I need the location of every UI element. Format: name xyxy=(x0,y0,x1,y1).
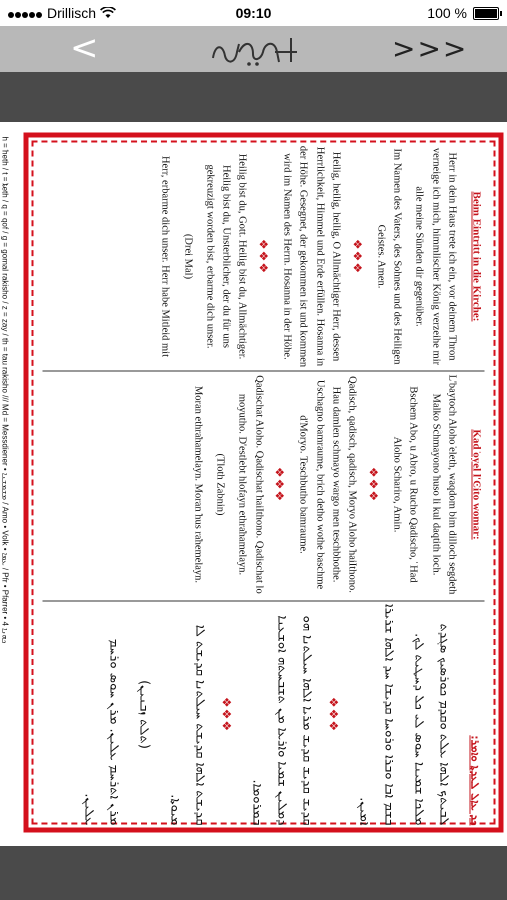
translit-text-3: Qadisch, qadisch, qadisch, Moryo Aloho ͑haiIthono. Hau damlen schmayo wargo men teschbhothe. Uschagno bamraume, brich detho wothe baschme d'Moryo. Teschbutho bamraume. xyxy=(297,375,358,593)
syriac-text-1: ܠܒܝܬܟ ܐܠܗܐ ܥܠܬ ܘܩܕܡ ܟܘܪܣܝܟ ܣܓܕܬ ܡܠܟܐ ܫܡܝܢܐ ܚܘܣ ܠܝ ܟܠ ܕܚܛܝܬ ܠܟ. xyxy=(411,623,452,825)
decorative-frame xyxy=(23,132,503,832)
back-button[interactable]: < xyxy=(70,28,99,68)
german-heading: Beim Eintritt in die Kirche: xyxy=(470,191,482,321)
column-divider xyxy=(42,600,484,601)
navigation-bar xyxy=(0,26,507,72)
syriac-text-5: (ܬܠܬ ܙܒܢܝܢ) xyxy=(136,679,152,749)
page-footer: h = ͑heth / t = ͑ȶeth / q = qof / g = gomal rakisho / z = zay / th = tau rakisho /// Md = Messdiener • ܡܫܡܫܢܐ / ͑Amo • Volk • ܥܡܐ / Pfr • Pfarrer • ܟܗܢܐ 4 xyxy=(0,136,9,644)
top-margin xyxy=(0,72,507,122)
translit-text-4: Qadischat Aloho. Qadischat ͑haiIthono. Qadischat lo moyutho. D'estlebt hlofayn ethra͑hamelayn. xyxy=(236,374,264,594)
ornament-icon: ❖❖❖ xyxy=(365,466,380,502)
rotated-sheet xyxy=(0,122,507,846)
syriac-column xyxy=(36,603,490,825)
german-text-6: Herr, erbarme dich unser. Herr habe Mitleid mit xyxy=(159,155,171,357)
document-page xyxy=(0,122,507,846)
next-button[interactable]: >>> xyxy=(392,32,469,65)
carrier-name: Drillisch xyxy=(47,5,96,21)
clock: 09:10 xyxy=(235,5,272,21)
battery-icon xyxy=(473,7,499,20)
syriac-text-6: ܡܪܢ ܐܬܪܚܡ ܥܠܝܢ. ܡܪܢ ܚܘܣ ܘܪܚܡ ܥܠܝܢ. xyxy=(80,638,121,825)
ornament-icon: ❖❖❖ xyxy=(255,238,270,274)
syriac-heading: ܟܕ ܥܐܠ ܠܥܕܬܐ ܘܐܡܪ: xyxy=(468,734,481,825)
column-divider xyxy=(42,370,484,371)
translit-text-6: Moran ethra͑hamelayn. Moran ͑hus ra͑hemelayn. xyxy=(191,385,203,583)
battery-percent: 100 % xyxy=(427,5,467,21)
syriac-text-4: ܩܕܝܫܬ ܐܠܗܐ ܩܕܝܫܬ ܚܝܠܬܢܐ ܩܕܝܫܬ ܠܐ ܡܝܘܬܐ. xyxy=(167,624,207,825)
german-text-2: Im Namen des Vaters, des Sohnes und des Heiligen Geistes. Amen. xyxy=(374,148,403,364)
status-bar xyxy=(0,0,507,26)
translit-text-1: L'baytoch Aloho ͑eleth, waqdom bim dilloch segdeth Malko Schmayono ͑huso li kul daqtith loch. xyxy=(429,374,457,594)
ornament-icon: ❖❖❖ xyxy=(219,696,234,732)
translit-text-5: (Tloth Zabnin) xyxy=(214,452,226,516)
bottom-margin xyxy=(0,846,507,900)
german-text-1: Herr in dein Haus trete ich ein, vor deinem Thron verneige ich mich, himmlischer König verzeihe mir alle meine Sünden dir gegenüber. xyxy=(413,147,457,365)
title-calligraphy-icon xyxy=(205,30,305,68)
transliteration-column xyxy=(36,373,490,595)
transliteration-heading: Kad ͑oyel l'Ͼito womar: xyxy=(470,428,482,540)
german-text-3: Heilig, heilig, heilig, O Allmächtiger Herr, dessen Herrlichkeit, Himmel und Erde erfüllen. Hosanna in der Höhe. Gesegnet, der gekommen ist und kommen wird im Namen des Herrn. Hosanna in der Höhe. xyxy=(281,145,342,367)
battery-area xyxy=(427,5,499,21)
syriac-text-3: ܩܕܝܫ ܩܕܝܫ ܩܕܝܫ ܡܪܝܐ ܐܠܗܐ ܚܝܠܬܢܐ ܗܘ ܕܡܠܝܢ ܫܡܝܐ ܘܐܪܥܐ ܡܢ ܬܫܒܚܬܗ ܐܘܫܥܢܐ ܒܡܪܘܡܐ. xyxy=(249,614,314,825)
german-text-5: (Drei Mal) xyxy=(181,233,193,279)
syriac-text-2: ܒܫܡ ܐܒܐ ܘܒܪܐ ܘܪܘܚܐ ܩܕܝܫܐ ܚܕ ܐܠܗܐ ܫܪܝܪܐ ܐܡܝܢ. xyxy=(356,603,396,825)
ornament-icon: ❖❖❖ xyxy=(349,238,364,274)
german-text-4: Heilig bist du, Gott. Heilig bist du, Allmächtiger. Heilig bist du, Unsterblicher, der du für uns gekreuzigt worden bist, erbarme dich unser. xyxy=(203,153,248,359)
ornament-icon: ❖❖❖ xyxy=(326,696,341,732)
german-column xyxy=(36,145,490,367)
translit-text-2: Bschem Abo, u Abro, u Rucho Qadischo, ͑ Had Aloho Schariro, Amin. xyxy=(391,385,419,583)
ornament-icon: ❖❖❖ xyxy=(272,466,287,502)
